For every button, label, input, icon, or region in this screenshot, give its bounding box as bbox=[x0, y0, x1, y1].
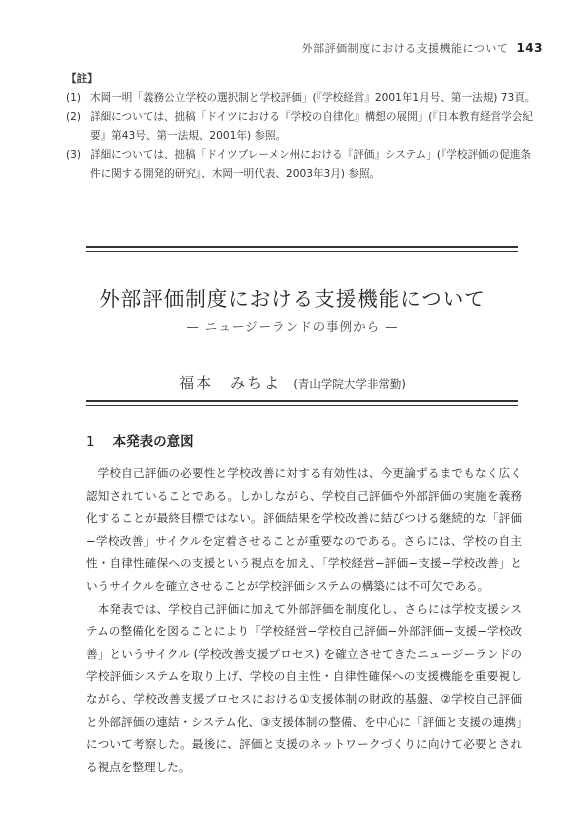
section-heading bbox=[86, 430, 194, 450]
page-number: 143 bbox=[516, 41, 543, 55]
note-item bbox=[66, 108, 536, 146]
running-head bbox=[302, 40, 543, 56]
notes-heading: 【註】 bbox=[66, 73, 98, 85]
article-subtitle: — ニュージーランドの事例から — bbox=[186, 319, 399, 334]
section-title: 本発表の意図 bbox=[112, 434, 194, 450]
note-number: (3) bbox=[66, 149, 82, 161]
body-paragraph: 学校自己評価の必要性と学校改善に対する有効性は、今更論ずるまでもなく広く認知されていることである。しかしながら、学校自己評価や外部評価の実施を義務化することが最終目標ではない。評価結果を学校改善に結びつける継続的な「評価−学校改善」サイクルを定着させることが重要なのである。さらには、学校の自主性・自律性確保への支援という視点を加え、「学校経営−評価−支援−学校改善」というサイクルを確立させることが学校評価システムの構築には不可欠である。 bbox=[86, 466, 522, 593]
note-number: (2) bbox=[66, 111, 82, 123]
section-number: 1 bbox=[86, 434, 95, 450]
note-text: 詳細については、拙稿「ドイツにおける『学校の自律化』構想の展開」(『日本教育経営学会紀要』第43号、第一法規、2001年) 参照。 bbox=[90, 111, 534, 142]
note-item bbox=[66, 146, 536, 184]
body-paragraph: 本発表では、学校自己評価に加えて外部評価を制度化し、さらには学校支援システムの整備化を図ることにより「学校経営−学校自己評価−外部評価−支援−学校改善」というサイクル (学校改善支援プロセス) を確立させてきたニュージーランドの学校評価システムを取り上げ、学校の自主性・自律性確保への支援機能を重要視しながら、学校改善支援プロセスにおける①支援体制の財政的基盤、②学校自己評価と外部評価の連結・システム化、③支援体制の整備、を中心に「評価と支援の連携」について考察した。最後に、評価と支援のネットワークづくりに向けて必要とされる視点を整理した。 bbox=[86, 601, 522, 774]
notes-section bbox=[66, 70, 536, 184]
author-line bbox=[0, 372, 585, 393]
title-top-divider bbox=[86, 246, 518, 252]
section-body bbox=[86, 462, 522, 778]
note-text: 詳細については、拙稿「ドイツブレーメン州における『評価』システム」(『学校評価の促進条件に関する開発的研究』、木岡一明代表、2003年3月) 参照。 bbox=[90, 149, 532, 180]
note-text: 木岡一明「義務公立学校の選択制と学校評価」(『学校経営』2001年1月号、第一法規) 73頁。 bbox=[90, 92, 536, 104]
author-affiliation: (青山学院大学非常勤) bbox=[293, 377, 406, 391]
running-head-title: 外部評価制度における支援機能について bbox=[301, 42, 509, 55]
note-item bbox=[66, 89, 536, 108]
article-title: 外部評価制度における支援機能について bbox=[99, 287, 486, 311]
note-number: (1) bbox=[66, 92, 82, 104]
title-bottom-divider bbox=[86, 400, 518, 406]
author-name: 福本 みちよ bbox=[179, 374, 282, 392]
